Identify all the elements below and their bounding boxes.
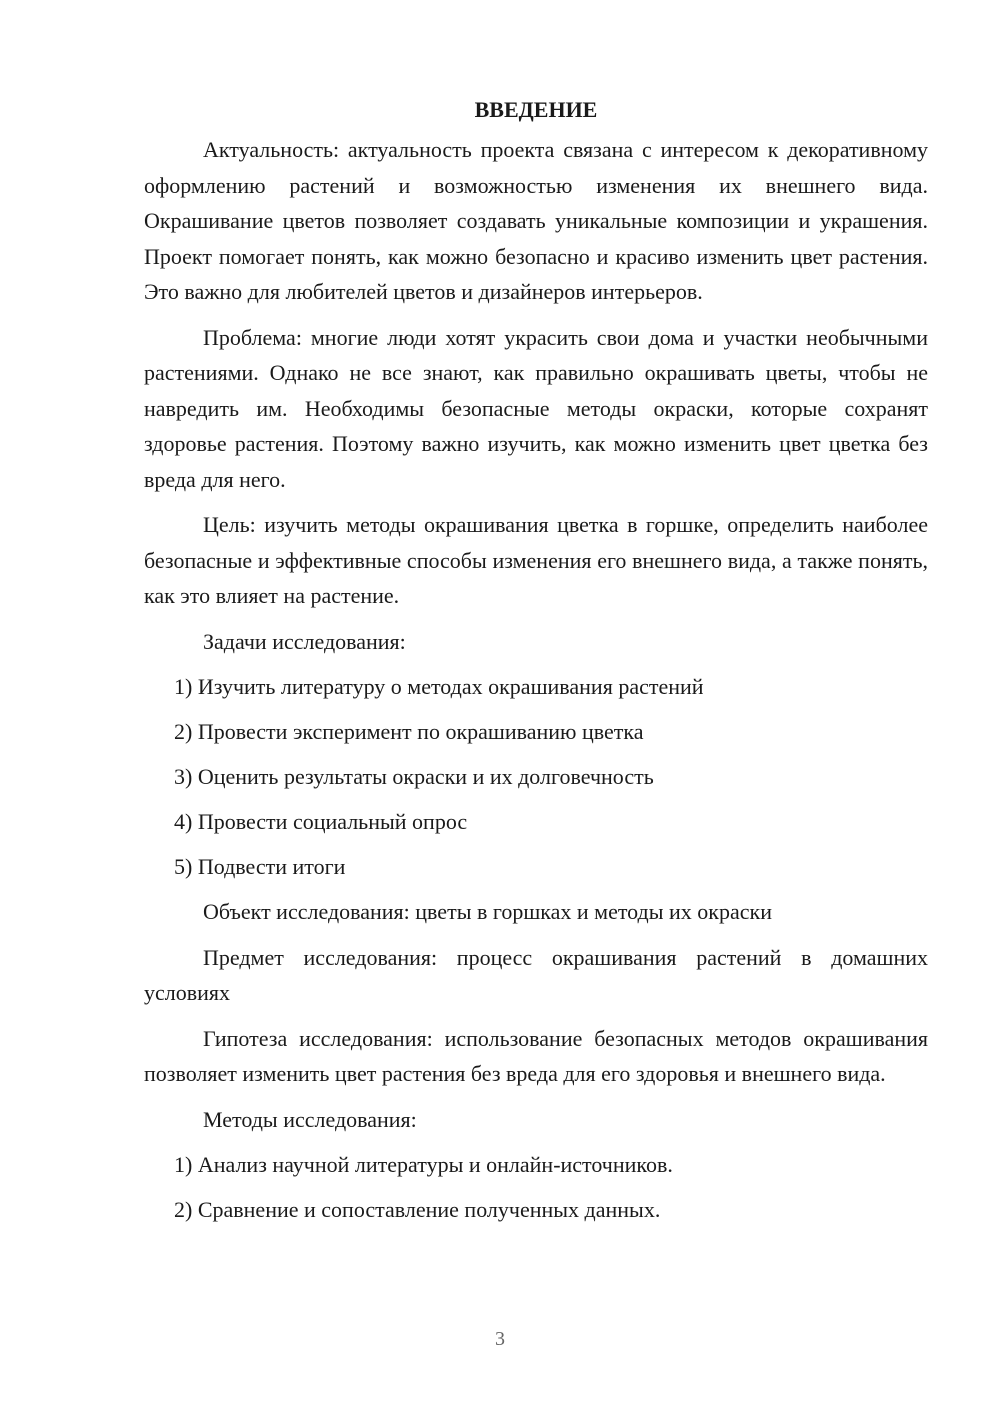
subject-paragraph: Предмет исследования: процесс окрашивания растений в домашних условиях xyxy=(144,944,928,1005)
method-item: 2) Сравнение и сопоставление полученных данных. xyxy=(174,1197,661,1222)
tasks-list xyxy=(144,669,928,885)
tasks-heading: Задачи исследования: xyxy=(203,628,406,654)
method-item: 1) Анализ научной литературы и онлайн-источников. xyxy=(174,1152,673,1177)
methods-list xyxy=(144,1147,928,1228)
task-item: 1) Изучить литературу о методах окрашивания растений xyxy=(174,674,704,699)
goal-paragraph: Цель: изучить методы окрашивания цветка в горшке, определить наиболее безопасные и эффективные способы изменения его внешнего вида, а также понять, как это влияет на растение. xyxy=(144,512,928,608)
task-item: 5) Подвести итоги xyxy=(174,854,346,879)
section-title: ВВЕДЕНИЕ xyxy=(474,97,598,122)
document-page xyxy=(144,92,928,1237)
hypothesis-paragraph: Гипотеза исследования: использование безопасных методов окрашивания позволяет изменить цвет растения без вреда для его здоровья и внешнего вида. xyxy=(144,1025,928,1086)
task-item: 3) Оценить результаты окраски и их долговечность xyxy=(174,764,654,789)
methods-heading: Методы исследования: xyxy=(203,1106,417,1132)
problem-paragraph: Проблема: многие люди хотят украсить свои дома и участки необычными растениями. Однако не все знают, как правильно окрашивать цветы, чтобы не навредить им. Необходимы безопасные методы окраски, которые сохранят здоровье растения. Поэтому важно изучить, как можно изменить цвет цветка без вреда для него. xyxy=(144,324,928,492)
object-paragraph: Объект исследования: цветы в горшках и методы их окраски xyxy=(203,899,772,924)
task-item: 4) Провести социальный опрос xyxy=(174,809,468,834)
relevance-paragraph: Актуальность: актуальность проекта связана с интересом к декоративному оформлению растений и возможностью изменения их внешнего вида. Окрашивание цветов позволяет создавать уникальные композиции и украшения. Проект помогает понять, как можно безопасно и красиво изменить цвет растения. Это важно для любителей цветов и дизайнеров интерьеров. xyxy=(144,137,928,304)
page-number: 3 xyxy=(495,1328,505,1350)
task-item: 2) Провести эксперимент по окрашиванию цветка xyxy=(174,719,644,744)
